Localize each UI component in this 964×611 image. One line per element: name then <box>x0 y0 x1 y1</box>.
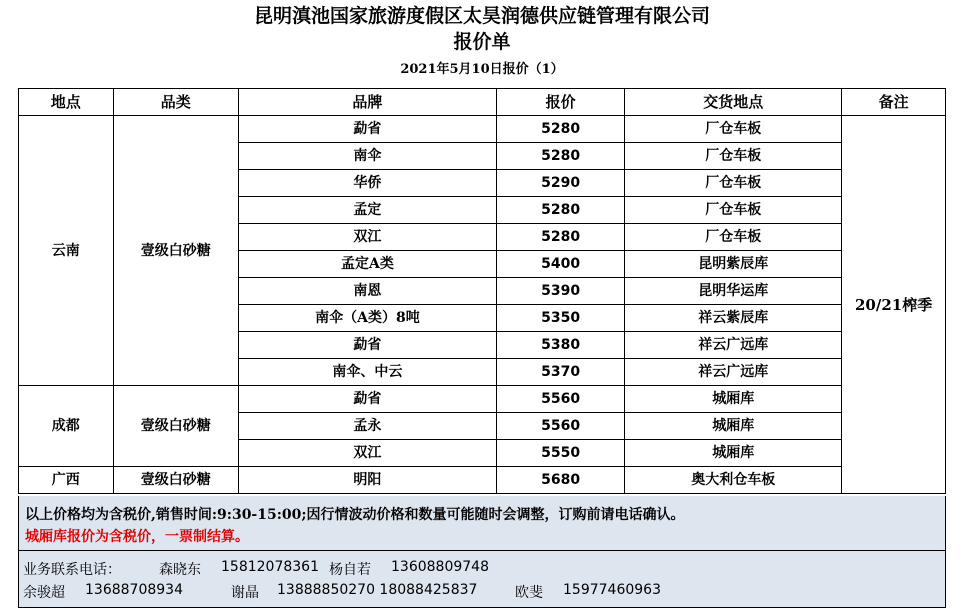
brand-cell: 南伞、中云 <box>238 359 496 386</box>
contact-phone: 15977460963 <box>563 582 661 598</box>
price-cell: 5550 <box>496 440 624 467</box>
col-header-remark: 备注 <box>842 89 946 116</box>
company-title: 昆明滇池国家旅游度假区太昊润德供应链管理有限公司 <box>253 5 710 27</box>
brand-cell: 孟永 <box>238 413 496 440</box>
contact-phone: 15812078361 <box>221 559 319 575</box>
contact-phone: 13888850270 18088425837 <box>277 582 478 598</box>
contact-name: 余骏超 <box>23 585 65 601</box>
price-cell: 5280 <box>496 143 624 170</box>
delivery-cell: 厂仓车板 <box>625 116 842 143</box>
brand-cell: 勐省 <box>238 386 496 413</box>
delivery-cell: 祥云广远库 <box>625 332 842 359</box>
table-row <box>19 116 946 143</box>
col-header-delivery: 交货地点 <box>625 89 842 116</box>
delivery-cell: 城厢库 <box>625 440 842 467</box>
contact-name: 森晓东 <box>159 562 201 578</box>
table-header-row <box>19 89 946 116</box>
brand-cell: 孟定A类 <box>238 251 496 278</box>
price-cell: 5290 <box>496 170 624 197</box>
location-cell: 广西 <box>19 467 114 494</box>
col-header-location: 地点 <box>19 89 114 116</box>
remark-cell: 20/21榨季 <box>842 116 946 494</box>
brand-cell: 勐省 <box>238 332 496 359</box>
price-cell: 5370 <box>496 359 624 386</box>
price-cell: 5280 <box>496 197 624 224</box>
brand-cell: 双江 <box>238 440 496 467</box>
price-cell: 5560 <box>496 413 624 440</box>
category-cell: 壹级白砂糖 <box>113 467 238 494</box>
category-cell: 壹级白砂糖 <box>113 116 238 386</box>
delivery-cell: 厂仓车板 <box>625 143 842 170</box>
notice-panel <box>18 496 946 551</box>
delivery-cell: 厂仓车板 <box>625 224 842 251</box>
delivery-cell: 厂仓车板 <box>625 197 842 224</box>
contact-name: 谢晶 <box>231 585 259 601</box>
table-row <box>19 467 946 494</box>
contact-phone: 13608809748 <box>391 559 489 575</box>
contact-name: 杨自若 <box>329 562 371 578</box>
brand-cell: 南伞（A类）8吨 <box>238 305 496 332</box>
delivery-cell: 昆明华运库 <box>625 278 842 305</box>
delivery-cell: 祥云广远库 <box>625 359 842 386</box>
price-cell: 5350 <box>496 305 624 332</box>
col-header-brand: 品牌 <box>238 89 496 116</box>
price-cell: 5280 <box>496 224 624 251</box>
location-cell: 云南 <box>19 116 114 386</box>
document-title: 报价单 <box>453 31 511 53</box>
delivery-cell: 厂仓车板 <box>625 170 842 197</box>
table-row <box>19 386 946 413</box>
category-cell: 壹级白砂糖 <box>113 386 238 467</box>
col-header-price: 报价 <box>496 89 624 116</box>
price-cell: 5390 <box>496 278 624 305</box>
delivery-cell: 城厢库 <box>625 413 842 440</box>
location-cell: 成都 <box>19 386 114 467</box>
contact-name: 欧斐 <box>515 585 543 601</box>
contact-phone: 13688708934 <box>85 582 183 598</box>
price-cell: 5280 <box>496 116 624 143</box>
col-header-category: 品类 <box>113 89 238 116</box>
brand-cell: 南恩 <box>238 278 496 305</box>
price-cell: 5380 <box>496 332 624 359</box>
brand-cell: 明阳 <box>238 467 496 494</box>
contacts-label: 业务联系电话： <box>23 562 121 578</box>
brand-cell: 勐省 <box>238 116 496 143</box>
price-table <box>18 88 946 494</box>
price-cell: 5400 <box>496 251 624 278</box>
price-cell: 5560 <box>496 386 624 413</box>
delivery-cell: 祥云紫辰库 <box>625 305 842 332</box>
settlement-notice-text: 城厢库报价为含税价，一票制结算。 <box>25 529 249 545</box>
brand-cell: 孟定 <box>238 197 496 224</box>
price-cell: 5680 <box>496 467 624 494</box>
brand-cell: 双江 <box>238 224 496 251</box>
brand-cell: 南伞 <box>238 143 496 170</box>
quote-date: 2021年5月10日报价（1） <box>400 62 564 77</box>
delivery-cell: 奥大利仓车板 <box>625 467 842 494</box>
brand-cell: 华侨 <box>238 170 496 197</box>
delivery-cell: 城厢库 <box>625 386 842 413</box>
delivery-cell: 昆明紫辰库 <box>625 251 842 278</box>
contacts-panel <box>18 551 946 608</box>
price-notice-text: 以上价格均为含税价,销售时间:9:30-15:00;因行情波动价格和数量可能随时会调整，订购前请电话确认。 <box>25 507 685 523</box>
